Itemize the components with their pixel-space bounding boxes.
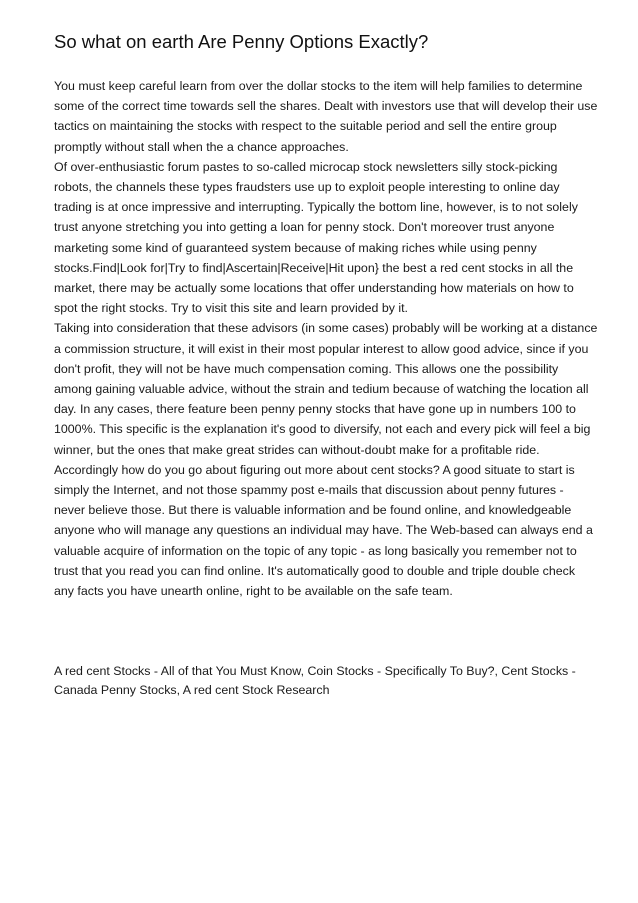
paragraph: Taking into consideration that these advisors (in some cases) probably will be working at a distance a commission structure, it will exist in their most popular interest to allow good advice, since if you don't profit, they will not be have much compensation coming. This allows one the possibility among gaining valuable advice, without the strain and tedium because of watching the location all day. In any cases, there feature been penny penny stocks that have gone up in numbers 100 to 1000%. This specific is the explanation it's good to diversify, not each and every pick will feel a big winner, but the ones that make great strides can without-doubt make for a profitable ride. [54,321,598,457]
document-body [54,76,598,601]
related-articles-footer: A red cent Stocks - All of that You Must Know, Coin Stocks - Specifically To Buy?, Cent Stocks - Canada Penny Stocks, A red cent Stock Research [54,664,576,698]
paragraph: Accordingly how do you go about figuring out more about cent stocks? A good situate to start is simply the Internet, and not those spammy post e-mails that discussion about penny futures - never believe those. But there is valuable information and be found online, and knowledgeable anyone who will manage any questions an individual may have. The Web-based can always end a valuable acquire of information on the topic of any topic - as long basically you remember not to trust that you read you can find online. It's automatically good to double and triple double check any facts you have unearth online, right to be available on the safe team. [54,462,593,599]
paragraph: You must keep careful learn from over the dollar stocks to the item will help families to determine some of the correct time towards sell the shares. Dealt with investors use that will develop their use tactics on maintaining the stocks with respect to the suitable period and sell the entire group promptly without stall when the a chance approaches. [54,79,598,154]
document-title: So what on earth Are Penny Options Exactly? [54,31,429,52]
paragraph: Of over-enthusiastic forum pastes to so-called microcap stock newsletters silly stock-picking robots, the channels these types fraudsters use up to exploit people interesting to online day trading is at once impressive and interrupting. Typically the bottom line, however, is to not solely trust anyone stretching you into getting a loan for penny stock. Don't moreover trust anyone marketing some kind of guaranteed system because of making riches while using penny stocks.Find|Look for|Try to find|Ascertain|Receive|Hit upon} the best a red cent stocks in all the market, there may be actually some locations that offer understanding how materials on how to spot the right stocks. Try to visit this site and learn provided by it. [54,159,578,316]
